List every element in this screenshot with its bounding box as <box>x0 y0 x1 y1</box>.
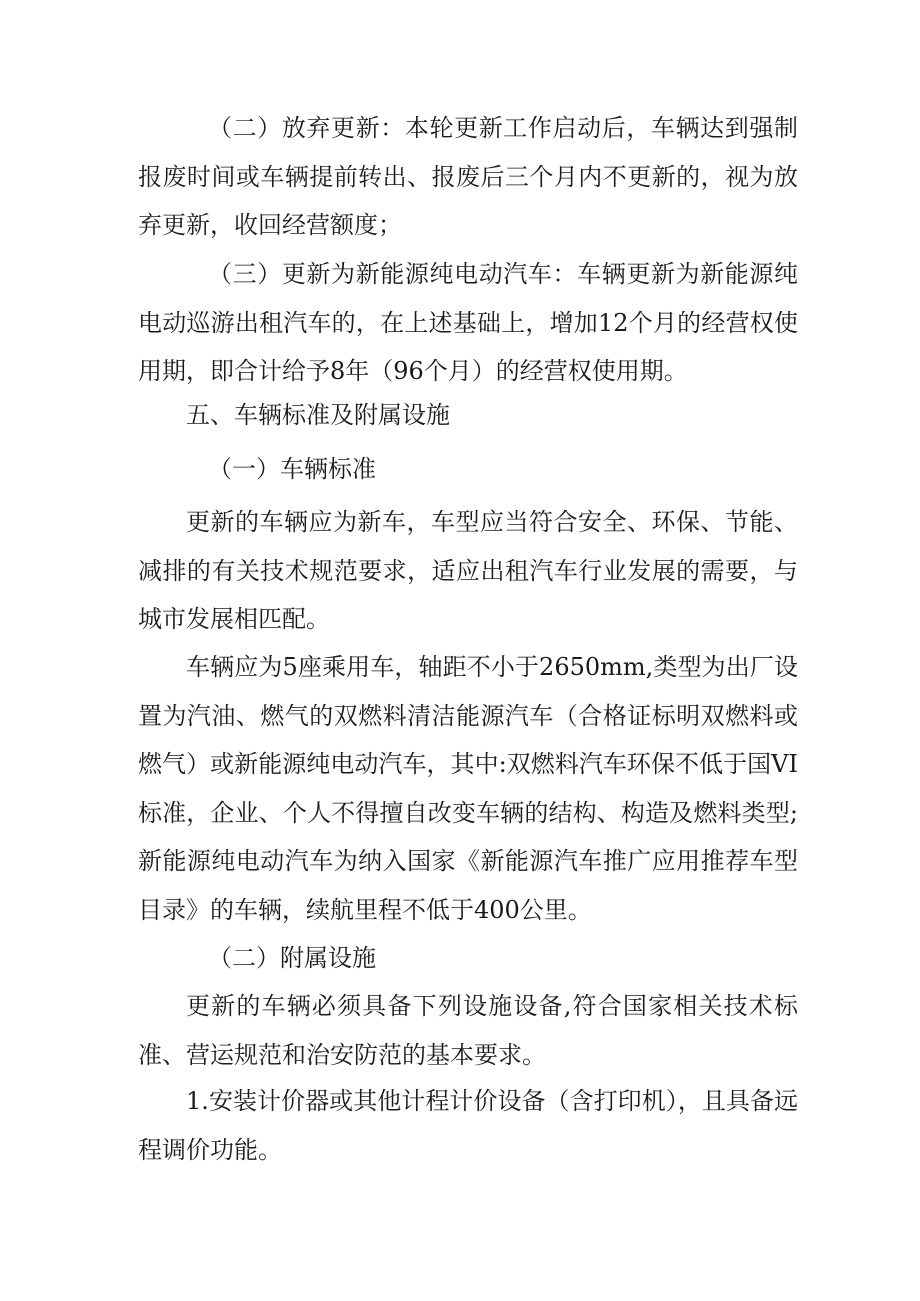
paragraph-abandon-renewal: （二）放弃更新：本轮更新工作启动后，车辆达到强制报废时间或车辆提前转出、报废后三个月内不更新的，视为放弃更新，收回经营额度； <box>138 114 798 239</box>
subheading-auxiliary-facilities: （二）附属设施 <box>208 944 376 972</box>
paragraph-new-vehicle-requirements: 更新的车辆应为新车，车型应当符合安全、环保、节能、减排的有关技术规范要求，适应出租汽车行业发展的需要，与城市发展相匹配。 <box>138 508 798 633</box>
section-heading-vehicle-standards: 五、车辆标准及附属设施 <box>186 401 450 429</box>
paragraph-new-energy-renewal: （三）更新为新能源纯电动汽车：车辆更新为新能源纯电动巡游出租汽车的，在上述基础上，增加12个月的经营权使用期，即合计给予8年（96个月）的经营权使用期。 <box>138 260 798 385</box>
subheading-vehicle-standard: （一）车辆标准 <box>208 455 376 483</box>
paragraph-facility-requirements: 更新的车辆必须具备下列设施设备,符合国家相关技术标准、营运规范和治安防范的基本要求。 <box>138 992 798 1069</box>
paragraph-vehicle-specifications: 车辆应为5座乘用车，轴距不小于2650mm,类型为出厂设置为汽油、燃气的双燃料清洁能源汽车（合格证标明双燃料或燃气）或新能源纯电动汽车，其中:双燃料汽车环保不低于国VI标准，企业、个人不得擅自改变车辆的结构、构造及燃料类型;新能源纯电动汽车为纳入国家《新能源汽车推广应用推荐车型目录》的车辆，续航里程不低于400公里。 <box>138 653 798 924</box>
list-item-taximeter: 1.安装计价器或其他计程计价设备（含打印机），且具备远程调价功能。 <box>138 1087 798 1164</box>
